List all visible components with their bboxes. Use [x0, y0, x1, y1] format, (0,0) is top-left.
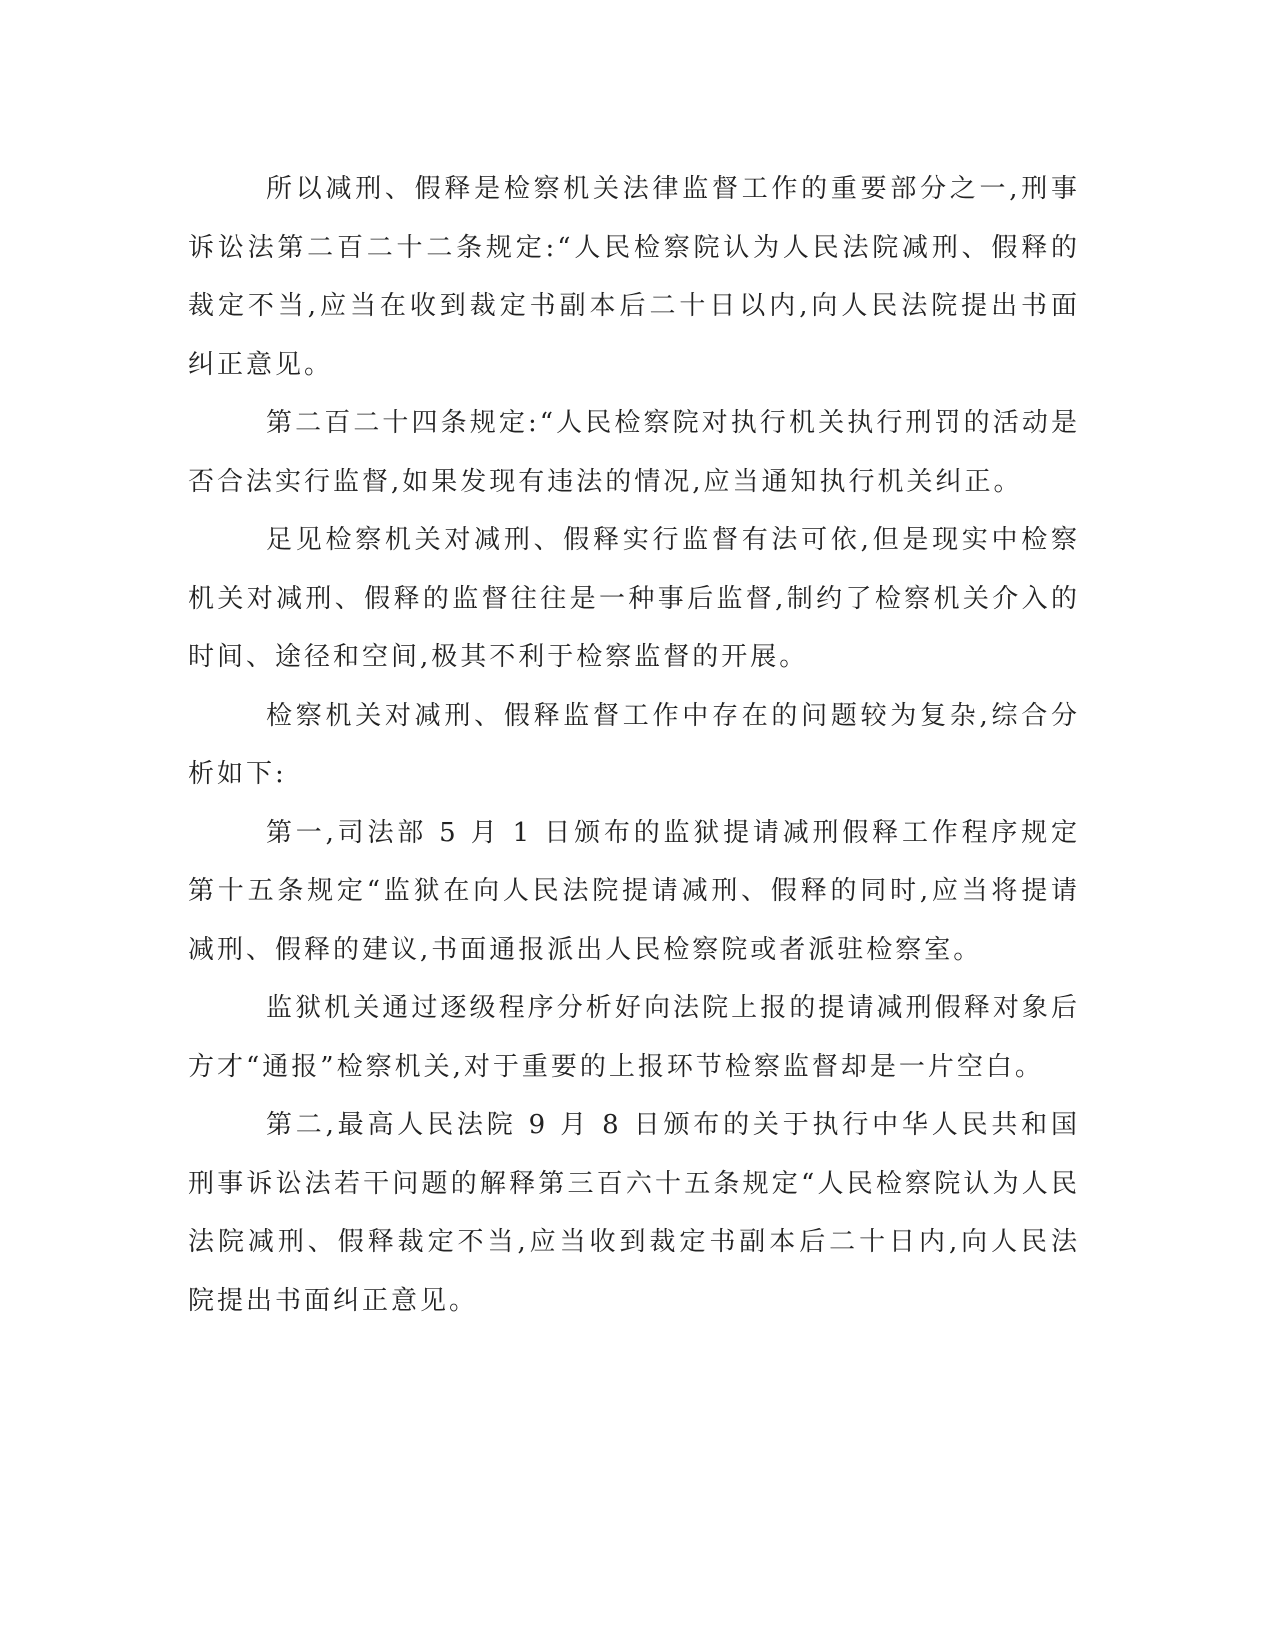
paragraph-4: 检察机关对减刑、假释监督工作中存在的问题较为复杂,综合分析如下: — [188, 700, 1080, 789]
paragraph-5: 第一,司法部 5 月 1 日颁布的监狱提请减刑假释工作程序规定第十五条规定“监狱在向人民法院提请减刑、假释的同时,应当将提请减刑、假释的建议,书面通报派出人民检察院或者派驻检察室。 — [188, 817, 1080, 965]
paragraph-2: 第二百二十四条规定:“人民检察院对执行机关执行刑罚的活动是否合法实行监督,如果发现有违法的情况,应当通知执行机关纠正。 — [188, 408, 1080, 497]
paragraph-1: 所以减刑、假释是检察机关法律监督工作的重要部分之一,刑事诉讼法第二百二十二条规定:“人民检察院认为人民法院减刑、假释的裁定不当,应当在收到裁定书副本后二十日以内,向人民法院提出书面纠正意见。 — [188, 174, 1080, 380]
paragraph-6: 监狱机关通过逐级程序分析好向法院上报的提请减刑假释对象后方才“通报”检察机关,对于重要的上报环节检察监督却是一片空白。 — [188, 993, 1080, 1082]
paragraph-7: 第二,最高人民法院 9 月 8 日颁布的关于执行中华人民共和国刑事诉讼法若干问题的解释第三百六十五条规定“人民检察院认为人民法院减刑、假释裁定不当,应当收到裁定书副本后二十日内,向人民法院提出书面纠正意见。 — [188, 1110, 1080, 1316]
document-body — [188, 160, 1080, 1330]
paragraph-3: 足见检察机关对减刑、假释实行监督有法可依,但是现实中检察机关对减刑、假释的监督往往是一种事后监督,制约了检察机关介入的时间、途径和空间,极其不利于检察监督的开展。 — [188, 525, 1080, 672]
